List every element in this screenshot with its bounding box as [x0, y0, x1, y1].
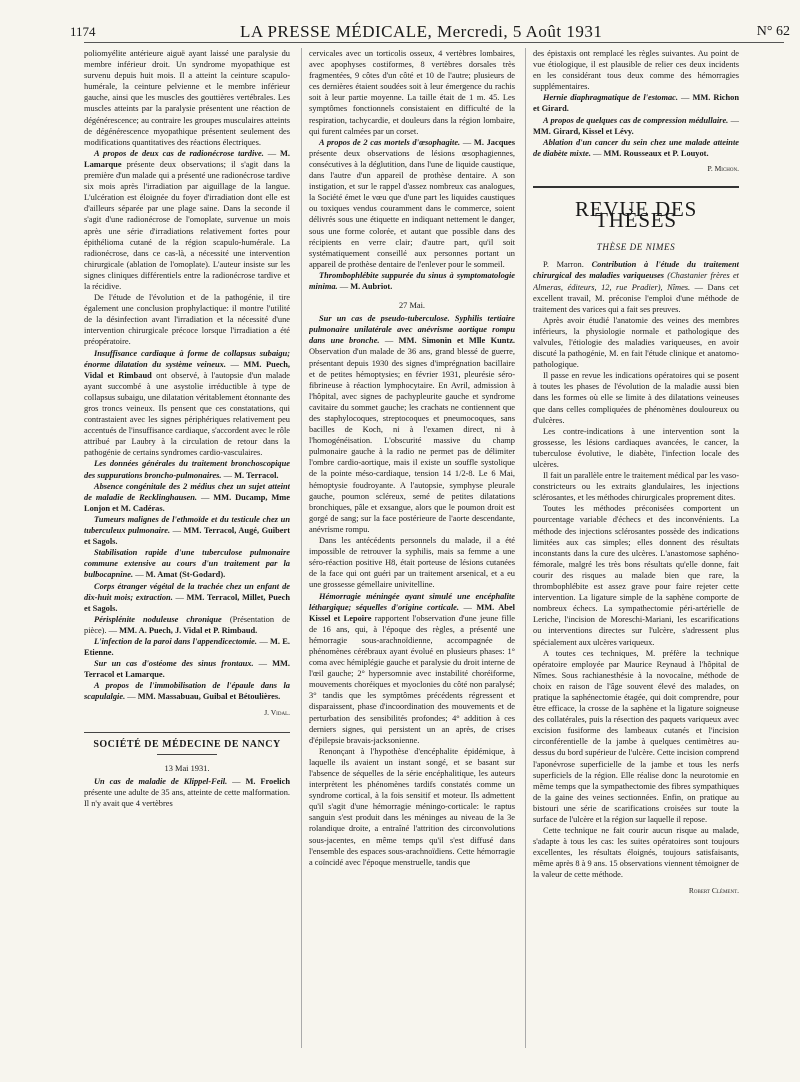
- signature: J. Vidal.: [264, 707, 290, 717]
- these-heading: Contribution à l'étude du traitement chirurgical des maladies variqueuses: [533, 260, 739, 281]
- entry-text: Observation d'un malade de 36 ans, grand blessé de guerre, présentant depuis 1930 des signes d'imprégnation bacillaire et de petites hémoptysies; en février 1931, pleurésie séro-fibrineuse à réaction lymphocytaire. En Avril, admission à l'hôpital, avec signes de pachypleurite gauche et syndrome cavitaire du sommet gauche; les crachats ne contiennent que des staphylocoques, streptocoques et pneumocoques, sans bacilles de Koch, ni à l'examen direct, ni à l'homogénéisation. L'obscurité massive du champ pulmonaire gauche à la radio ne permet pas de délimiter l'ombre cardio-aortique, mais il existe un souffle systolique de la pointe méso-cardiaque, tension 14 1/2-8. Le 6 Mai, hémoptysie foudroyante. A l'autopsie, symphyse pleurale gauche, poumon scléreux, semé de petites dilatations bronchiques, pâle et exsangue, alors que le poumon droit est gorgé de sang; sur la face postérieure de l'aorte descendante, anévrisme rompu.: [309, 347, 515, 534]
- entry-heading: Périsplénite noduleuse chronique: [94, 614, 222, 624]
- entry-author: M. Jacques: [473, 137, 515, 147]
- paragraph: Cette technique ne fait courir aucun risque au malade, s'adapte à tous les cas: les suites opératoires sont toujours excellentes, les résultats éloignés, toujours satisfaisants, même après 8 à 9 ans. 15 observations viennent témoigner de la valeur de cette méthode.: [533, 826, 739, 880]
- entry-text: ont observé, à l'autopsie d'un malade ayant succombé à une asystolie irréductible à type de collapsus subaigu, une dilatation véritablement étonnante des gros troncs veineux. Ils pensent que ces constatations, qui contrastaient avec les signes périphériques relativement peu accentués de l'insuffisance cardiaque, s'accordent avec le rôle attribué par Laubry à la circulation de retour dans la pathogénie de certains syndromes cardio-vasculaires.: [84, 370, 290, 458]
- paragraph: De l'étude de l'évolution et de la pathogénie, il tire également une conclusion prophylactique: il montre l'utilité de la désinfection avant l'irradiation et la nécessité d'une intervention chirurgicale précoce lorsque l'irradiation a été préopératoire.: [84, 293, 290, 347]
- entry-oesophagite: A propos de 2 cas mortels d'œsophagite. — M. Jacques présente deux observations de lésions œsophagiennes, consécutives à la déglutition, dans l'une de liquide caustique, dans l'autre d'un appareil de prothèse dentaire. A son instigation, et sur le rappel d'assez nombreux cas analogues, la Société émet le vœu que d'une part les liquides caustiques ou toxiques vendus couramment dans le commerce, soient délivrés sous une étiquette en indiquant nettement le danger, sous une forme colorée, et autant que possible dans des récipients en verre clair; d'autre part, qu'il soit systématiquement conseillé aux personnes portant un appareil de prothèse dentaire de l'enlever pour le sommeil.: [309, 137, 515, 269]
- column-middle: [309, 48, 515, 1058]
- entry-heading: Ablation d'un cancer du sein chez une malade atteinte de diabète mixte.: [533, 137, 739, 158]
- entry-heading: Insuffisance cardiaque à forme de collapsus subaigu; énorme dilatation du système veineux.: [84, 348, 290, 369]
- entry-heading: Sur un cas de pseudo-tuberculose. Syphilis tertiaire pulmonaire unilatérale avec anévrisme aortique rompu dans une bronche.: [309, 314, 515, 346]
- entry-thrombophlebite: Thrombophlébite suppurée du sinus à symptomatologie minima. — M. Aubriot.: [309, 270, 515, 291]
- entry-author: MM. Terracol, Millet, Puech et Sagols.: [84, 592, 290, 613]
- section-title: REVUE DES THÈSES: [574, 197, 698, 233]
- entry-hernie: Hernie diaphragmatique de l'estomac. — MM. Richon et Girard.: [533, 93, 739, 114]
- these-author: P. Marron.: [543, 260, 584, 270]
- journal-title: LA PRESSE MÉDICALE, Mercredi, 5 Août 1931: [240, 22, 603, 41]
- entry-perisplenite: Périsplénite noduleuse chronique (Présentation de pièce). — MM. A. Puech, J. Vidal et P. Rimbaud.: [84, 614, 290, 635]
- paragraph: A toutes ces techniques, M. préfère la technique opératoire employée par Maurice Reynaud à l'hôpital de Nîmes. Sous rachianesthésie à la novocaïne, méthode de choix en raison de l'âge souvent élevé des malades, on pratique la saphénectomie étagée, qui doit comprendre, pour être efficace, la crosse de la saphène et la ligature soigneuse des collatérales, puis la résection des paquets variqueux avec excision fusiforme des lambeaux cutanés et l'incision circonférentielle de la jambe à quelques centimètres au-dessus du bord supérieur de l'ulcère. Cette incision comprend l'aponévrose superficielle de la jambe et tous les nerfs superficiels de la région. Elle réalise donc la neurotomie en même temps que la sympathectomie des fibres sympathiques de la gaine des veines sectionnées. Enfin, on pratique au bistouri une série de scarifications croisées sur toute la surface de l'ulcère et la région sur laquelle il repose.: [533, 648, 739, 824]
- subsection-title: THÈSE DE NIMES: [596, 242, 676, 253]
- entry-tumeurs: Tumeurs malignes de l'ethmoïde et du testicule chez un tuberculeux pulmonaire. — MM. Terracol, Augé, Guibert et Sagols.: [84, 514, 290, 547]
- entry-osteome: Sur un cas d'ostéome des sinus frontaux. — MM. Terracol et Lamarque.: [84, 659, 290, 680]
- these-entry: P. Marron. Contribution à l'étude du traitement chirurgical des maladies variqueuses (Chastanier frères et Almeras, éditeurs, 12, rue Pradier), Nîmes. — Dans cet excellent travail, M. préconise l'emploi d'une méthode de traitement des varices qui a fait ses preuves.: [533, 260, 739, 314]
- session-date: 13 Mai 1931.: [164, 763, 210, 773]
- page-header: [70, 22, 790, 44]
- session-date: 27 Mai.: [398, 301, 426, 311]
- entry-heading: Tumeurs malignes de l'ethmoïde et du testicule chez un tuberculeux pulmonaire.: [84, 514, 290, 536]
- entry-text: présente une adulte de 35 ans, atteinte de cette malformation. Il n'y avait que 4 vertèbres: [84, 787, 290, 808]
- paragraph: Les contre-indications à une intervention sont la grossesse, les lésions cardiaques avancées, le cancer, la tuberculose évolutive, le diabète, l'infection locale des ulcères.: [533, 426, 739, 469]
- entry-author: M. E. Etienne.: [84, 636, 290, 658]
- paragraph: Toutes les méthodes préconisées comportent un pourcentage variable d'échecs et des inconvénients. La méthode des injections sclérosantes possède des indications limitées aux cas simples; elles donnent des résultats inconstants dans la cure des ulcères. L'anastomose saphéno-fémorale, malgré les très bons résultats qu'elle donne, fait courir des risques au malade bien que rare, la thrombophlébite est assez grave pour faire rejeter cette intervention. La ligature simple de la saphène comporte de nombreux échecs. La sympathectomie péri-artérielle de Leriche, l'incision de Moreschi-Mariani, les escarifications ou interventions directes sur l'ulcère, s'adressent plus spécialement aux ulcères variqueux.: [533, 504, 739, 647]
- entry-ablation: Ablation d'un cancer du sein chez une malade atteinte de diabète mixte. — MM. Rousseaux et P. Louyot.: [533, 137, 739, 158]
- paragraph: poliomyélite antérieure aiguë ayant laissé une paralysie du membre inférieur droit. Un syndrome myopathique est survenu depuis huit mois. Il a atteint la ceinture scapulo-humérale, la ceinture pelvienne et le membre inférieur gauche, ainsi que les muscles des gouttières vertébrales. Les muscles atteints par la paralysie présentent une réaction de dégénérescence; au contraire les groupes musculaires atteints de dégénérescence myopathique présentent seulement des modifications quantitatives des réactions électriques.: [84, 49, 290, 147]
- entry-author: MM. Massabuau, Guibal et Bétoulières.: [137, 692, 281, 702]
- paragraph: Il passe en revue les indications opératoires qui se posent à toutes les phases de l'évolution de la maladie aussi bien dans les formes où elle se limite à des dilatations veineuses que dans celles compliquées de phénomènes douloureux ou d'ulcères.: [533, 371, 739, 425]
- entry-radionecrose: A propos de deux cas de radionécrose tardive. — M. Lamarque présente deux observations; il s'agit dans la première d'un malade qui a présenté une radionécrose tardive six mois après l'irradiation par aiguillage de la langue. L'ulcération est éloignée du foyer d'irradiation dont elle est d'ailleurs séparée par une plage saine. Dans la seconde il s'agit d'une radionécrose de l'omoplate, survenue un mois après une série d'irradiations relativement fortes pour épithélioma cutané de la région scapulo-humérale. La radionécrose, dans ce cas-là, a nécessité une intervention chirurgicale (ablation de l'omoplate). L'auteur insiste sur les signes cliniques différentiels entre la radionécrose tardive et la récidive.: [84, 148, 290, 291]
- entry-immobilisation: A propos de l'immobilisation de l'épaule dans la scapulalgie. — MM. Massabuau, Guibal et Bétoulières.: [84, 681, 290, 702]
- column-separator: [301, 48, 302, 1048]
- entry-author: MM. Ducamp, Mme Lonjon et M. Cadéras.: [84, 492, 290, 513]
- entry-heading: Absence congénitale des 2 médius chez un sujet atteint de maladie de Recklinghausen.: [84, 481, 290, 502]
- entry-heading: A propos de deux cas de radionécrose tardive.: [94, 148, 264, 158]
- entry-author: MM. Richon et Girard.: [533, 93, 739, 114]
- these-publisher: (Chastanier frères et Almeras, éditeurs, 12, rue Pradier), Nîmes.: [533, 271, 739, 292]
- entry-author: M. Froelich: [245, 776, 290, 786]
- society-title: SOCIÉTÉ DE MÉDECINE DE NANCY: [93, 738, 281, 750]
- entry-heading: A propos de l'immobilisation de l'épaule dans la scapulalgie.: [84, 681, 290, 702]
- entry-author: MM. Abel Kissel et Lepoire: [309, 602, 515, 623]
- entry-author: MM. A. Puech, J. Vidal et P. Rimbaud.: [119, 625, 258, 635]
- entry-heading: Hémorragie méningée ayant simulé une encéphalite léthargique; séquelles d'origine corticale.: [309, 591, 515, 612]
- short-rule: [157, 754, 217, 755]
- paragraph: Dans les antécédents personnels du malade, il a été impossible de retrouver la syphilis, mais sa femme a une séro-réaction positive H8, était porteuse de lésions cutanées de la face qui ont guéri par un traitement arsenical, et a eu une grossesse gémellaire univitelline.: [309, 536, 515, 590]
- column-right: [533, 48, 739, 1058]
- entry-klippel: Un cas de maladie de Klippel-Feil. — M. Froelich présente une adulte de 35 ans, atteinte de cette malformation. Il n'y avait que 4 vertèbres: [84, 776, 290, 808]
- entry-heading: Hernie diaphragmatique de l'estomac.: [543, 93, 678, 103]
- entry-text: Dans cet excellent travail, M. préconise l'emploi d'une méthode de traitement des varices qui a fait ses preuves.: [533, 282, 739, 314]
- entry-donnees: Les données générales du traitement bronchoscopique des suppurations broncho-pulmonaires. — M. Terracol.: [84, 459, 290, 480]
- entry-corps: Corps étranger végétal de la trachée chez un enfant de dix-huit mois; extraction. — MM. Terracol, Millet, Puech et Sagols.: [84, 581, 290, 613]
- entry-heading: A propos de quelques cas de compression médullaire.: [543, 115, 729, 125]
- paragraph: cervicales avec un torticolis osseux, 4 vertèbres lombaires, avec apophyses costiformes, 8 vertèbres dorsales très fragmentées, 9 côtes d'un côté et 10 de l'autre; plusieurs de ces dernières étaient soudées soit à leur émergence du rachis soit à leur partie moyenne. La taille était de 1 m. 45. Les symptômes fonctionnels consistaient en difficulté de la respiration, tachycardie, et douleurs dans la région lombaire, qui furent calmées par un corset.: [309, 49, 515, 136]
- paragraph: Après avoir étudié l'anatomie des veines des membres inférieurs, la physiologie normale et pathologique des valvules, l'étiologie des maladies variqueuses, en avoir discuté la pathogénie, M. en fait l'étude clinique et anatomo-pathologique.: [533, 315, 739, 370]
- entry-heading: Sur un cas d'ostéome des sinus frontaux.: [94, 659, 254, 669]
- header-rule: [84, 42, 784, 43]
- entry-infection: L'infection de la paroi dans l'appendicectomie. — M. E. Etienne.: [84, 636, 290, 658]
- entry-heading: L'infection de la paroi dans l'appendicectomie.: [94, 636, 257, 646]
- entry-heading: Un cas de maladie de Klippel-Feil.: [94, 776, 228, 786]
- paragraph: Il fait un parallèle entre le traitement médical par les vaso-constricteurs ou les extraits glandulaires, les injections sclérosantes, et les méthodes chirurgicales proprement dites.: [533, 471, 739, 503]
- entry-note: (Présentation de pièce).: [84, 614, 290, 635]
- signature: Robert Clément.: [688, 885, 739, 895]
- section-rule: [84, 732, 290, 733]
- entry-author: MM. Girard, Kissel et Lévy.: [533, 126, 634, 136]
- entry-text: présente deux observations; il s'agit dans la première d'un malade qui a présenté une radionécrose tardive six mois après l'irradiation par aiguillage de la langue. L'ulcération est éloignée du foyer d'irradiation dont elle est d'ailleurs séparée par une plage saine. Dans la seconde il s'agit d'une radionécrose de l'omoplate, survenue un mois après une série d'irradiations relativement fortes pour épithélioma cutané de la région scapulo-humérale. La radionécrose, dans ce cas-là, a nécessité une intervention chirurgicale (ablation de l'omoplate). L'auteur insiste sur les signes cliniques différentiels entre la radionécrose tardive et la récidive.: [84, 159, 290, 291]
- entry-insuffisance: Insuffisance cardiaque à forme de collapsus subaigu; énorme dilatation du système veineux. — MM. Puech, Vidal et Rimbaud ont observé, à l'autopsie d'un malade ayant succombé à une asystolie irréductible à type de collapsus subaigu, une dilatation véritablement étonnante des gros troncs veineux. Ils pensent que ces constatations, qui contrastaient avec les signes périphériques relativement peu accentués de l'insuffisance cardiaque, s'accordent avec le rôle attribué par Laubry à la circulation de retour dans la pathogénie de certains syndromes cardio-vasculaires.: [84, 348, 290, 458]
- column-left: [84, 48, 290, 1058]
- column-separator: [525, 48, 526, 1048]
- entry-author: M. Terracol.: [234, 470, 279, 480]
- section-rule: [533, 186, 739, 188]
- entry-author: MM. Puech, Vidal et Rimbaud: [84, 359, 290, 380]
- entry-heading: Stabilisation rapide d'une tuberculose pulmonaire commune extensive au cours d'un traitement par la bulbocapnine.: [84, 548, 290, 580]
- entry-compression: A propos de quelques cas de compression médullaire. — MM. Girard, Kissel et Lévy.: [533, 115, 739, 136]
- paragraph: des épistaxis ont remplacé les règles suivantes. Au point de vue étiologique, il est plausible de relier ces deux incidents en les considérant tous deux comme des hémorragies supplémentaires.: [533, 49, 739, 92]
- entry-stabilisation: Stabilisation rapide d'une tuberculose pulmonaire commune extensive au cours d'un traitement par la bulbocapnine. — M. Amat (St-Godard).: [84, 548, 290, 580]
- entry-text: présente deux observations de lésions œsophagiennes, consécutives à la déglutition, dans l'une de liquide caustique, dans l'autre d'un appareil de prothèse dentaire. A son instigation, et sur le rappel d'assez nombreux cas analogues, la Société émet le vœu que d'une part les liquides caustiques ou toxiques vendus couramment dans le commerce, soient délivrés sous une étiquette en indiquant nettement le danger, sous une forme colorée, et autant que possible dans des récipients en verre clair; d'autre part, qu'il soit systématiquement conseillé aux personnes portant un appareil de prothèse dentaire de l'enlever pour le sommeil.: [309, 148, 515, 269]
- entry-heading: A propos de 2 cas mortels d'œsophagite.: [319, 137, 461, 147]
- entry-text: rapportent l'observation d'une jeune fille de 16 ans, qui, à l'époque des règles, a présenté une hémorragie sous-arachnoïdienne, accompagnée de phénomènes cérébraux ayant évolué en plusieurs phases: 1° coma avec hémiplégie gauche et paralysie du droit interne de l'œil gauche; 2° hypersomnie avec instabilité choréiforme, mouvements choréiques et myoclonies du côté non paralysé; 3° tandis que les symptômes précédents régressent et disparaissent, phase d'incoordination des mouvements et de perturbation des sensibilités profondes; 4° addition à ces derniers signes, qui persistent un an après, de crises d'épilepsie bravais-jacksonienne.: [309, 613, 515, 745]
- entry-author: M. Aubriot.: [350, 281, 393, 291]
- entry-author: MM. Rousseaux et P. Louyot.: [603, 148, 709, 158]
- entry-hemorragie: Hémorragie méningée ayant simulé une encéphalite léthargique; séquelles d'origine corticale. — MM. Abel Kissel et Lepoire rapportent l'observation d'une jeune fille de 16 ans, qui, à l'époque des règles, a présenté une hémorragie sous-arachnoïdienne, accompagnée de phénomènes cérébraux ayant évolué en plusieurs phases: 1° coma avec hémiplégie gauche et paralysie du droit interne de l'œil gauche; 2° hypersomnie avec instabilité choréiforme, mouvements choréiques et myoclonies du côté non paralysé; 3° tandis que les symptômes précédents régressent et disparaissent, phase d'incoordination des mouvements et de perturbation des sensibilités profondes; 4° addition à ces derniers signes, qui persistent un an après, de crises d'épilepsie bravais-jacksonienne.: [309, 591, 515, 745]
- entry-absence: Absence congénitale des 2 médius chez un sujet atteint de maladie de Recklinghausen. — MM. Ducamp, Mme Lonjon et M. Cadéras.: [84, 481, 290, 513]
- entry-author: MM. Terracol et Lamarque.: [84, 659, 290, 680]
- entry-heading: Corps étranger végétal de la trachée chez un enfant de dix-huit mois; extraction.: [84, 581, 290, 602]
- entry-heading: Les données générales du traitement bronchoscopique des suppurations broncho-pulmonaires.: [84, 459, 290, 480]
- entry-author: MM. Simonin et Mlle Kuntz.: [398, 336, 515, 346]
- issue-number: N° 62: [756, 24, 790, 39]
- entry-author: MM. Terracol, Augé, Guibert et Sagols.: [84, 526, 290, 547]
- entry-heading: Thrombophlébite suppurée du sinus à symptomatologie minima.: [309, 270, 515, 291]
- entry-pseudo-tuberculose: Sur un cas de pseudo-tuberculose. Syphilis tertiaire pulmonaire unilatérale avec anévrisme aortique rompu dans une bronche. — MM. Simonin et Mlle Kuntz. Observation d'un malade de 36 ans, grand blessé de guerre, présentant depuis 1930 des signes d'imprégnation bacillaire et de petites hémoptysies; en février 1931, pleurésie séro-fibrineuse à réaction lymphocytaire. En Avril, admission à l'hôpital, avec signes de pachypleurite gauche et syndrome cavitaire du sommet gauche; les crachats ne contiennent que des staphylocoques, streptocoques et pneumocoques, sans bacilles de Koch, ni à l'examen direct, ni à l'homogénéisation. L'obscurité massive du champ pulmonaire gauche à la radio ne permet pas de délimiter l'ombre cardio-aortique, mais il existe un souffle systolique de la pointe méso-cardiaque, tension 14 1/2-8. Le 6 Mai, hémoptysie foudroyante. A l'autopsie, symphyse pleurale gauche, poumon scléreux, semé de petites dilatations bronchiques, pâle et exsangue, alors que le poumon droit est gorgé de sang; sur la face postérieure de l'aorte descendante, anévrisme rompu.: [309, 314, 515, 534]
- entry-author: M. Amat (St-Godard).: [145, 570, 226, 580]
- paragraph: Renonçant à l'hypothèse d'encéphalite épidémique, à laquelle ils avaient un instant songé, et se basant sur l'absence de séquelles de la série encéphalitique, les auteurs interprètent les phénomènes tardifs constatés comme un syndrome cortical, à la fois sensitif et moteur. Ils admettent qu'il s'agit d'une hémorragie méningo-corticale: le raptus sanguin s'est produit dans les méninges au niveau de la 3e rolandique droite, a entraîné l'attrition des circonvolutions sous-jacentes, en même temps qu'il s'est diffusé dans l'ensemble des espaces sous-arachnoïdiens. Cette hémorragie a coïncidé avec l'époque menstruelle, tandis que: [309, 746, 515, 867]
- signature: P. Michon.: [707, 163, 739, 173]
- entry-author: M. Lamarque: [84, 148, 290, 169]
- page-number: 1174: [70, 24, 96, 39]
